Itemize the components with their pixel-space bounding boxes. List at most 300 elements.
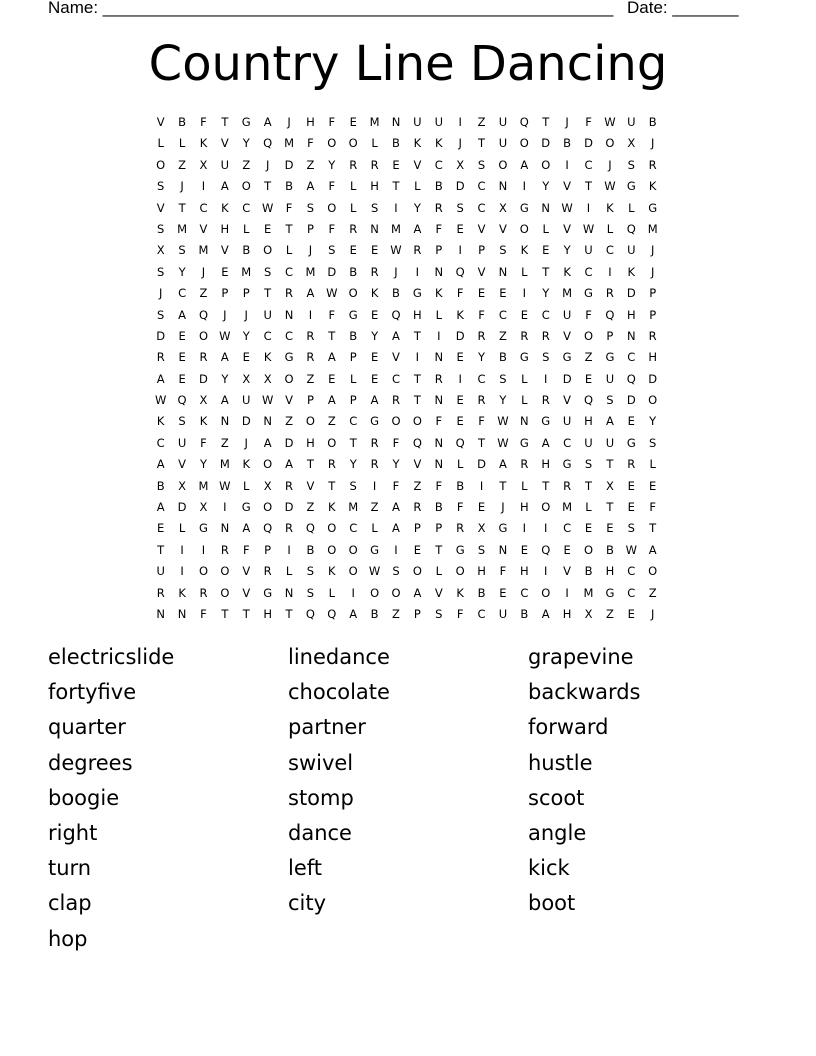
grid-letter: I	[522, 179, 527, 194]
grid-letter: H	[370, 179, 379, 194]
grid-letter: U	[242, 393, 251, 408]
grid-letter: Q	[263, 136, 273, 151]
word-bank-column	[528, 642, 641, 924]
word-bank-item: left	[288, 856, 323, 881]
grid-row	[150, 347, 663, 368]
grid-letter: U	[434, 115, 443, 129]
grid-letter: N	[541, 200, 551, 215]
grid-letter: O	[156, 157, 166, 172]
grid-letter: B	[563, 136, 572, 151]
grid-letter: D	[455, 328, 465, 343]
grid-letter: L	[285, 243, 293, 258]
grid-letter: C	[584, 264, 593, 279]
grid-letter: E	[542, 243, 550, 258]
word-bank-item: electricslide	[48, 645, 175, 669]
grid-letter: R	[477, 328, 486, 343]
grid-letter: S	[178, 414, 186, 429]
grid-letter: V	[563, 179, 572, 194]
word-bank-item: degrees	[48, 750, 133, 775]
grid-letter: B	[456, 478, 465, 493]
grid-letter: R	[220, 542, 229, 557]
grid-letter: A	[413, 221, 422, 236]
grid-letter: D	[156, 328, 166, 343]
grid-letter: G	[562, 350, 572, 365]
grid-letter: R	[434, 200, 443, 215]
grid-letter: E	[584, 521, 593, 536]
grid-letter: M	[305, 264, 316, 279]
grid-row	[150, 411, 663, 432]
grid-letter: E	[370, 371, 379, 386]
grid-letter: A	[392, 328, 400, 343]
grid-letter: U	[562, 307, 572, 322]
grid-letter: R	[520, 457, 529, 472]
grid-letter: L	[350, 371, 357, 386]
grid-letter: C	[477, 606, 486, 621]
grid-letter: R	[349, 157, 358, 172]
grid-letter: G	[541, 414, 551, 429]
grid-letter: J	[244, 307, 248, 322]
grid-letter: G	[626, 435, 636, 450]
grid-letter: G	[348, 307, 358, 322]
grid-row	[150, 433, 663, 454]
grid-letter: Q	[412, 435, 422, 450]
grid-letter: X	[156, 243, 165, 258]
grid-letter: P	[413, 606, 421, 621]
grid-letter: A	[242, 521, 251, 536]
grid-letter: P	[478, 243, 486, 258]
grid-letter: N	[434, 264, 444, 279]
grid-letter: A	[349, 606, 358, 621]
grid-letter: I	[608, 264, 612, 279]
grid-letter: T	[413, 328, 421, 343]
grid-letter: K	[328, 500, 336, 515]
grid-letter: L	[243, 221, 250, 236]
grid-letter: D	[284, 500, 294, 515]
grid-letter: B	[584, 564, 593, 579]
word-bank-item: turn	[48, 856, 92, 881]
grid-letter: C	[627, 350, 636, 365]
grid-letter: G	[370, 542, 380, 557]
grid-letter: O	[605, 136, 615, 151]
grid-letter: A	[306, 179, 315, 194]
grid-letter: X	[263, 478, 272, 493]
word-bank-item: quarter	[48, 715, 126, 740]
grid-letter: M	[348, 500, 359, 515]
grid-letter: J	[650, 264, 655, 279]
grid-letter: S	[306, 564, 315, 579]
grid-letter: C	[477, 179, 486, 194]
grid-letter: Y	[413, 200, 421, 215]
grid-letter: E	[349, 115, 357, 129]
grid-row	[150, 476, 663, 497]
grid-letter: W	[561, 200, 573, 215]
grid-letter: Y	[199, 457, 207, 472]
grid-letter: O	[391, 414, 401, 429]
grid-letter: N	[434, 393, 444, 408]
grid-letter: B	[285, 179, 293, 194]
grid-letter: C	[391, 371, 400, 386]
grid-letter: E	[584, 371, 593, 386]
grid-letter: Z	[605, 606, 614, 621]
grid-letter: O	[648, 393, 658, 408]
grid-letter: S	[627, 157, 635, 172]
grid-letter: L	[350, 200, 357, 215]
word-bank-item: city	[288, 891, 327, 916]
grid-letter: R	[306, 328, 315, 343]
grid-letter: R	[456, 521, 465, 536]
grid-row	[150, 112, 663, 133]
grid-letter: K	[520, 243, 529, 258]
grid-letter: L	[350, 179, 357, 194]
grid-letter: E	[520, 542, 528, 557]
grid-letter: B	[392, 286, 400, 301]
grid-letter: G	[241, 500, 251, 515]
grid-row	[150, 583, 663, 604]
grid-letter: K	[435, 136, 443, 151]
grid-letter: W	[390, 243, 402, 258]
grid-letter: F	[435, 221, 443, 236]
grid-letter: O	[498, 157, 508, 172]
grid-letter: R	[370, 457, 379, 472]
grid-letter: S	[306, 200, 315, 215]
grid-letter: J	[501, 500, 505, 515]
grid-letter: L	[414, 179, 421, 194]
grid-row	[150, 454, 663, 475]
grid-letter: S	[542, 350, 550, 365]
grid-letter: K	[199, 136, 208, 151]
word-bank-item: partner	[288, 715, 366, 740]
grid-row	[150, 326, 663, 347]
grid-letter: A	[392, 500, 400, 515]
grid-letter: R	[541, 328, 550, 343]
grid-letter: C	[349, 414, 358, 429]
grid-letter: A	[178, 307, 187, 322]
grid-letter: T	[413, 371, 421, 386]
grid-letter: O	[327, 136, 337, 151]
grid-letter: D	[541, 136, 551, 151]
grid-letter: V	[563, 328, 572, 343]
grid-letter: E	[178, 328, 186, 343]
grid-letter: E	[349, 243, 357, 258]
grid-letter: G	[241, 115, 251, 129]
grid-letter: C	[627, 585, 636, 600]
grid-letter: S	[157, 307, 165, 322]
grid-letter: F	[285, 200, 293, 215]
grid-letter: Q	[391, 307, 401, 322]
grid-letter: S	[157, 264, 165, 279]
grid-letter: U	[627, 115, 636, 129]
grid-letter: M	[562, 500, 573, 515]
grid-letter: Z	[242, 157, 251, 172]
grid-letter: C	[584, 157, 593, 172]
grid-letter: B	[178, 115, 187, 129]
grid-row	[150, 604, 663, 625]
grid-letter: H	[562, 606, 572, 621]
grid-letter: P	[435, 243, 443, 258]
grid-letter: R	[156, 350, 165, 365]
grid-letter: T	[435, 542, 443, 557]
grid-letter: A	[499, 457, 507, 472]
grid-letter: J	[394, 264, 398, 279]
grid-letter: G	[605, 585, 615, 600]
grid-letter: O	[391, 585, 401, 600]
grid-letter: O	[198, 328, 208, 343]
grid-letter: Q	[541, 542, 551, 557]
grid-letter: C	[242, 200, 251, 215]
grid-letter: N	[391, 115, 401, 129]
grid-letter: E	[456, 414, 464, 429]
word-bank-item: hustle	[528, 750, 593, 775]
grid-letter: F	[649, 500, 656, 515]
grid-letter: V	[413, 457, 422, 472]
grid-letter: E	[178, 350, 186, 365]
grid-letter: Y	[328, 157, 336, 172]
grid-letter: A	[392, 521, 400, 536]
grid-letter: T	[606, 500, 614, 515]
grid-letter: C	[520, 585, 529, 600]
grid-letter: U	[562, 414, 572, 429]
grid-letter: J	[650, 606, 655, 621]
grid-letter: Y	[371, 328, 379, 343]
grid-letter: F	[456, 286, 464, 301]
grid-letter: Y	[392, 457, 400, 472]
grid-letter: U	[220, 157, 230, 172]
word-bank-item: scoot	[528, 785, 585, 810]
grid-letter: O	[455, 564, 465, 579]
grid-letter: P	[306, 393, 314, 408]
grid-letter: R	[648, 328, 657, 343]
grid-letter: V	[156, 115, 165, 129]
grid-letter: B	[306, 542, 315, 557]
grid-letter: B	[648, 115, 657, 129]
grid-letter: S	[328, 243, 336, 258]
grid-letter: T	[264, 179, 272, 194]
grid-letter: R	[520, 328, 529, 343]
grid-letter: Z	[220, 435, 229, 450]
grid-letter: K	[242, 457, 251, 472]
grid-letter: U	[498, 606, 508, 621]
grid-letter: U	[413, 115, 422, 129]
grid-letter: L	[521, 393, 528, 408]
grid-letter: R	[413, 500, 422, 515]
grid-letter: I	[565, 585, 569, 600]
grid-letter: E	[499, 585, 507, 600]
grid-letter: L	[285, 564, 293, 579]
grid-letter: V	[563, 221, 572, 236]
grid-letter: C	[349, 521, 358, 536]
grid-letter: B	[477, 585, 486, 600]
grid-letter: B	[499, 350, 507, 365]
grid-letter: O	[263, 500, 273, 515]
grid-letter: V	[499, 221, 507, 236]
grid-letter: T	[606, 457, 614, 472]
grid-letter: R	[370, 264, 379, 279]
grid-letter: J	[180, 179, 184, 194]
word-bank-item: angle	[528, 820, 587, 845]
grid-letter: C	[434, 157, 443, 172]
grid-letter: U	[584, 243, 593, 258]
grid-letter: Q	[519, 115, 529, 129]
grid-letter: G	[605, 350, 615, 365]
grid-letter: V	[563, 564, 572, 579]
grid-letter: I	[522, 286, 527, 301]
page-title: Country Line Dancing	[148, 36, 668, 92]
word-bank-item: grapevine	[528, 645, 634, 669]
grid-letter: T	[584, 478, 593, 493]
grid-letter: B	[349, 264, 358, 279]
grid-letter: M	[562, 286, 573, 301]
grid-letter: N	[434, 457, 444, 472]
grid-letter: A	[520, 157, 529, 172]
grid-letter: D	[241, 414, 251, 429]
grid-letter: L	[157, 136, 164, 151]
grid-letter: Y	[649, 414, 657, 429]
grid-letter: J	[244, 435, 248, 450]
grid-letter: R	[199, 350, 208, 365]
grid-letter: B	[349, 328, 358, 343]
grid-letter: L	[371, 521, 378, 536]
grid-letter: M	[198, 243, 209, 258]
grid-letter: J	[265, 157, 270, 172]
grid-letter: Y	[478, 350, 486, 365]
grid-letter: E	[477, 500, 486, 515]
grid-letter: E	[456, 393, 464, 408]
grid-letter: O	[583, 328, 594, 343]
grid-row	[150, 283, 663, 304]
grid-letter: R	[627, 457, 636, 472]
grid-letter: T	[328, 478, 336, 493]
grid-letter: U	[605, 371, 615, 386]
grid-letter: E	[563, 542, 571, 557]
grid-letter: Q	[305, 521, 315, 536]
grid-letter: V	[563, 393, 572, 408]
grid-letter: C	[541, 307, 550, 322]
grid-letter: O	[519, 136, 529, 151]
grid-letter: W	[582, 221, 595, 236]
grid-letter: E	[221, 264, 229, 279]
grid-letter: X	[242, 371, 251, 386]
grid-letter: D	[327, 264, 337, 279]
grid-row	[150, 198, 663, 219]
grid-letter: R	[285, 521, 294, 536]
grid-letter: N	[520, 414, 529, 429]
grid-letter: E	[520, 307, 528, 322]
grid-letter: B	[434, 500, 443, 515]
grid-letter: W	[368, 564, 381, 579]
grid-letter: S	[178, 243, 186, 258]
grid-letter: E	[178, 371, 186, 386]
grid-letter: R	[370, 435, 379, 450]
grid-letter: D	[562, 371, 572, 386]
grid-letter: K	[563, 264, 571, 279]
grid-letter: F	[200, 606, 207, 621]
grid-letter: V	[242, 564, 251, 579]
grid-letter: D	[455, 179, 465, 194]
grid-letter: F	[456, 606, 464, 621]
grid-letter: E	[413, 542, 422, 557]
grid-letter: T	[542, 478, 550, 493]
grid-letter: K	[648, 179, 657, 194]
grid-letter: R	[306, 350, 315, 365]
grid-letter: O	[327, 200, 337, 215]
grid-letter: R	[285, 286, 294, 301]
grid-letter: Y	[542, 286, 550, 301]
grid-letter: B	[156, 478, 165, 493]
grid-letter: G	[455, 542, 465, 557]
grid-row	[150, 219, 663, 240]
grid-letter: R	[477, 393, 486, 408]
grid-letter: B	[434, 179, 443, 194]
grid-letter: F	[200, 435, 207, 450]
grid-letter: K	[606, 200, 614, 215]
grid-letter: K	[456, 307, 464, 322]
grid-letter: C	[477, 371, 486, 386]
grid-letter: G	[584, 286, 593, 301]
grid-letter: O	[648, 564, 658, 579]
grid-letter: O	[370, 585, 380, 600]
grid-letter: N	[156, 606, 165, 621]
grid-letter: V	[306, 478, 315, 493]
grid-letter: S	[349, 478, 357, 493]
grid-letter: N	[284, 307, 294, 322]
grid-letter: O	[348, 542, 358, 557]
grid-letter: A	[327, 350, 336, 365]
grid-letter: T	[584, 179, 593, 194]
grid-letter: W	[219, 478, 231, 493]
word-bank-item: dance	[288, 820, 352, 845]
grid-letter: F	[307, 136, 314, 151]
grid-letter: T	[478, 435, 486, 450]
grid-letter: H	[263, 606, 272, 621]
grid-letter: I	[180, 542, 184, 557]
grid-letter: C	[285, 264, 294, 279]
grid-letter: G	[498, 521, 508, 536]
grid-letter: O	[263, 243, 273, 258]
grid-letter: K	[199, 414, 208, 429]
grid-letter: L	[243, 478, 250, 493]
grid-letter: U	[263, 307, 272, 322]
grid-letter: S	[477, 157, 486, 172]
grid-letter: E	[370, 307, 379, 322]
word-bank-item: boot	[528, 891, 576, 916]
grid-letter: X	[605, 478, 614, 493]
grid-letter: N	[498, 179, 508, 194]
grid-letter: J	[650, 136, 655, 151]
grid-letter: W	[261, 393, 274, 408]
grid-letter: L	[585, 500, 592, 515]
grid-letter: T	[178, 200, 186, 215]
grid-letter: H	[306, 115, 315, 129]
grid-letter: O	[519, 221, 529, 236]
grid-letter: I	[201, 179, 206, 194]
grid-letter: Z	[178, 157, 187, 172]
grid-letter: I	[351, 585, 355, 600]
grid-letter: P	[221, 286, 229, 301]
grid-letter: X	[499, 200, 507, 215]
grid-letter: S	[263, 264, 272, 279]
grid-letter: I	[308, 307, 313, 322]
grid-letter: Y	[542, 179, 550, 194]
grid-letter: T	[328, 328, 336, 343]
grid-letter: W	[497, 435, 509, 450]
grid-letter: R	[285, 478, 294, 493]
date-field: Date: _______	[627, 0, 739, 17]
grid-letter: F	[456, 500, 464, 515]
grid-letter: T	[285, 221, 293, 236]
grid-letter: Z	[648, 585, 657, 600]
grid-letter: T	[392, 179, 400, 194]
word-bank-item: chocolate	[288, 680, 390, 705]
